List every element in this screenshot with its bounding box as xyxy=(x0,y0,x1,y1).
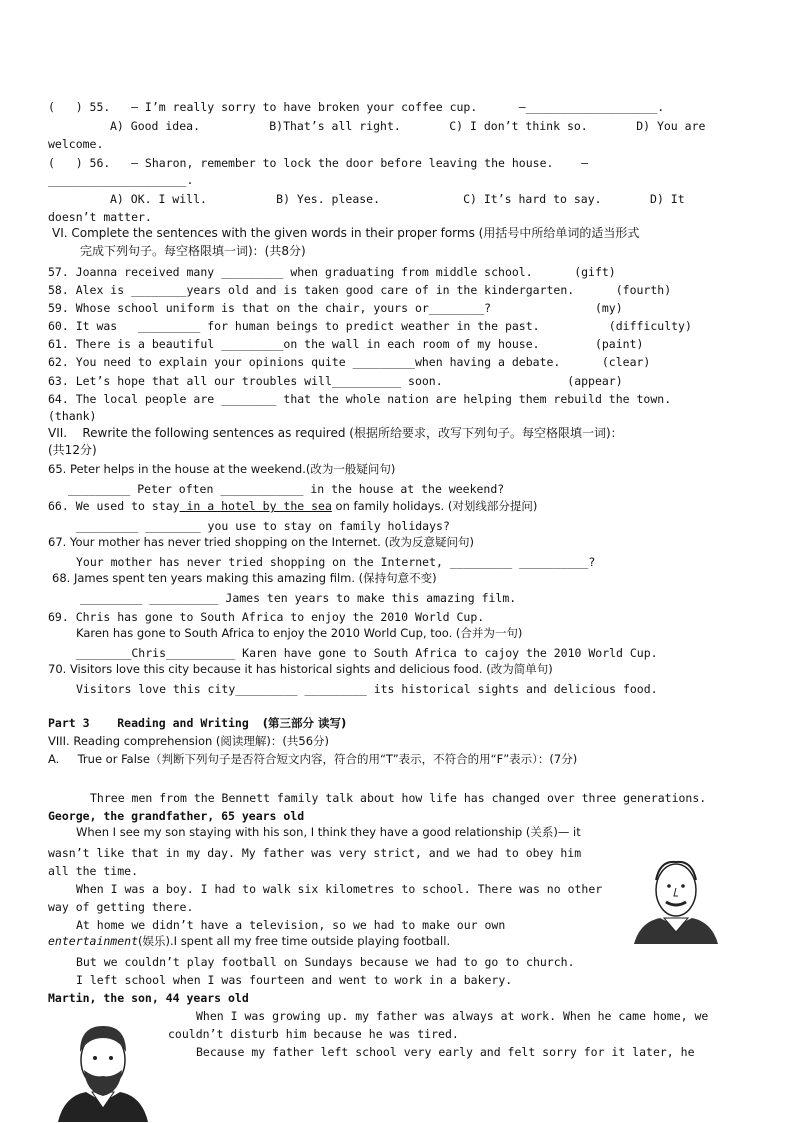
sec6-heading: VI. Complete the sentences with the given words in their proper forms (用括号中所给单词的适当形式 xyxy=(52,226,640,240)
q56-options: A) OK. I will. B) Yes. please. C) It’s hard to say. D) It xyxy=(110,192,685,206)
q55-cont: welcome. xyxy=(48,137,104,151)
sec7-heading-cont: (共12分) xyxy=(48,443,97,457)
martin-heading: Martin, the son, 44 years old xyxy=(48,991,249,1005)
passage-line: couldn’t disturb him because he was tired. xyxy=(168,1027,459,1041)
q68-answer: _________ __________ James ten years to make this amazing film. xyxy=(80,591,517,605)
passage-line: But we couldn’t play football on Sundays because we had to go to church. xyxy=(76,955,575,969)
sec6-item: 64. The local people are ________ that the whole nation are helping them rebuild the town. xyxy=(48,392,672,406)
q70-prompt: 70. Visitors love this city because it has historical sights and delicious food. (改为简单句) xyxy=(48,662,553,676)
passage-line: When I was growing up. my father was always at work. When he came home, we xyxy=(196,1009,709,1023)
sec6-item: 61. There is a beautiful _________on the wall in each room of my house. (paint) xyxy=(48,337,644,351)
q70-answer: Visitors love this city_________ _________ its historical sights and delicious food. xyxy=(76,682,658,696)
underlined-part: in a hotel by the sea xyxy=(179,499,332,513)
q67-answer: Your mother has never tried shopping on the Internet, _________ __________? xyxy=(76,555,596,569)
sec6-item: 63. Let’s hope that all our troubles will__________ soon. (appear) xyxy=(48,374,623,388)
sec6-item: 57. Joanna received many _________ when graduating from middle school. (gift) xyxy=(48,265,616,279)
passage-line: wasn’t like that in my day. My father was very strict, and we had to obey him xyxy=(48,846,582,860)
passage-line: When I was a boy. I had to walk six kilometres to school. There was no other xyxy=(76,882,603,896)
sec8-heading: VIII. Reading comprehension (阅读理解)：(共56分) xyxy=(48,734,329,748)
q65-answer: _________ Peter often ____________ in the house at the weekend? xyxy=(68,482,505,496)
part3-title: Part 3 Reading and Writing (第三部分 读写) xyxy=(48,716,347,730)
grandfather-portrait-image xyxy=(630,852,722,946)
sec6-item: 58. Alex is ________years old and is taken good care of in the kindergarten. (fourth) xyxy=(48,283,672,297)
sec6-heading-cont: 完成下列句子。每空格限填一词)：(共8分) xyxy=(80,244,306,258)
q65-prompt: 65. Peter helps in the house at the weekend.(改为一般疑问句) xyxy=(48,462,396,476)
q56-line: ( ) 56. — Sharon, remember to lock the door before leaving the house. — xyxy=(48,156,589,170)
secA-heading: A. True or False（判断下列句子是否符合短文内容，符合的用“T”表示，不符合的用“F”表示）：(7分) xyxy=(48,752,578,766)
passage-line: all the time. xyxy=(48,864,139,878)
sec6-item: 62. You need to explain your opinions quite _________when having a debate. (clear) xyxy=(48,355,651,369)
q69-sentence1: 69. Chris has gone to South Africa to enjoy the 2010 World Cup. xyxy=(48,610,485,624)
q66-answer: _________ ________ you use to stay on family holidays? xyxy=(76,519,450,533)
q69-answer: ________Chris__________ Karen have gone to South Africa to cajoy the 2010 World Cup. xyxy=(76,646,658,660)
q68-prompt: 68. James spent ten years making this amazing film. (保持句意不变) xyxy=(52,571,437,585)
q66-prompt: 66. We used to stay in a hotel by the sea on family holidays. (对划线部分提问) xyxy=(48,499,538,513)
passage-line: Because my father left school very early and felt sorry for it later, he xyxy=(196,1045,695,1059)
passage-intro: Three men from the Bennett family talk about how life has changed over three generations. xyxy=(90,791,707,805)
q55-options: A) Good idea. B)That’s all right. C) I don’t think so. D) You are xyxy=(110,119,706,133)
passage-line: way of getting there. xyxy=(48,900,194,914)
son-portrait-image xyxy=(56,1016,150,1122)
sec7-heading: VII. Rewrite the following sentences as required (根据所给要求，改写下列句子。每空格限填一词)： xyxy=(48,426,623,440)
q69-sentence2: Karen has gone to South Africa to enjoy the 2010 World Cup, too. (合并为一句) xyxy=(76,626,523,640)
q67-prompt: 67. Your mother has never tried shopping on the Internet. (改为反意疑问句) xyxy=(48,535,475,549)
sec6-item-hint: (thank) xyxy=(48,409,97,423)
q56-blank: ____________________. xyxy=(48,173,194,187)
passage-line: I left school when I was fourteen and went to work in a bakery. xyxy=(76,973,513,987)
passage-line: When I see my son staying with his son, I think they have a good relationship (关系)— it xyxy=(76,825,581,839)
sec6-item: 60. It was _________ for human beings to predict weather in the past. (difficulty) xyxy=(48,319,692,333)
q55-line: ( ) 55. — I’m really sorry to have broken your coffee cup. —___________________. xyxy=(48,100,665,114)
george-heading: George, the grandfather, 65 years old xyxy=(48,809,305,823)
passage-line: entertainment(娱乐).I spent all my free time outside playing football. xyxy=(48,934,451,948)
sec6-item: 59. Whose school uniform is that on the chair, yours or________? (my) xyxy=(48,301,623,315)
q56-cont: doesn’t matter. xyxy=(48,210,152,224)
passage-line: At home we didn’t have a television, so we had to make our own xyxy=(76,918,506,932)
